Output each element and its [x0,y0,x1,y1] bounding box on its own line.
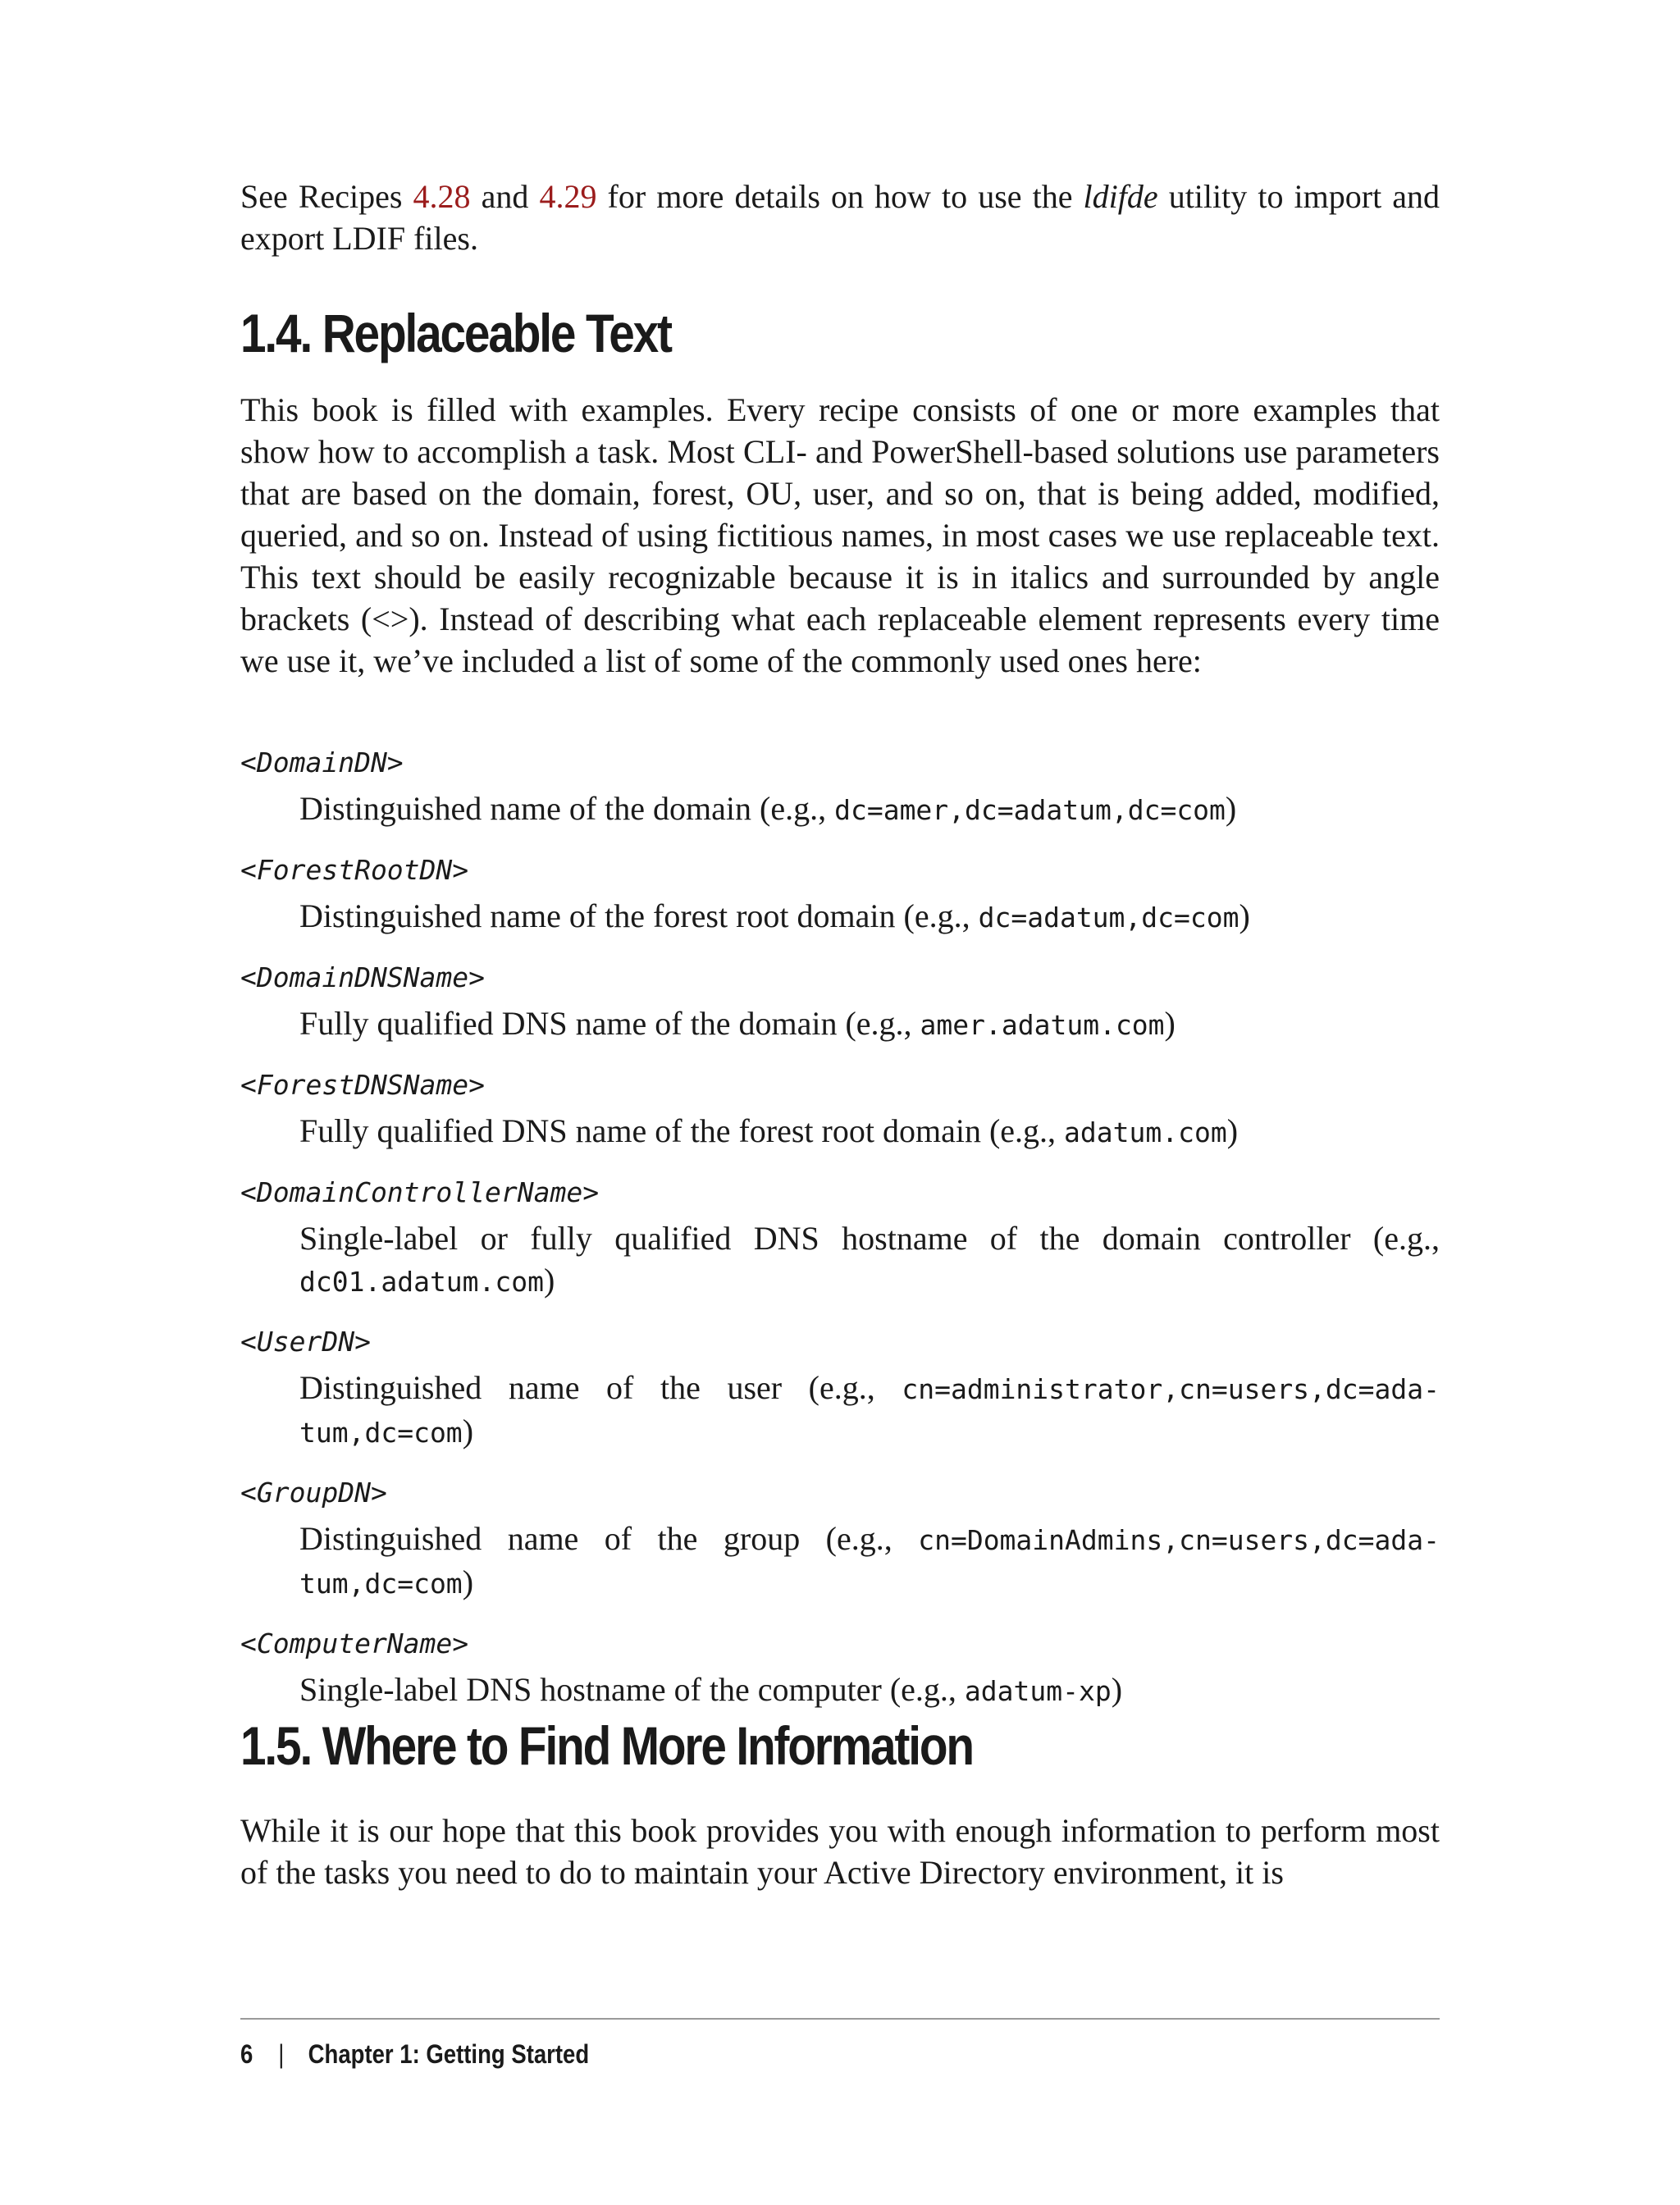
intro-text-prefix: See Recipes [240,178,413,215]
tool-name: ldifde [1083,178,1158,215]
definition-text: Fully qualified DNS name of the domain (e.g., [299,1005,920,1042]
definition-text-end: ) [1111,1671,1123,1708]
definition-text: Single-label or fully qualified DNS hostname of the domain controller (e.g., [299,1220,1440,1257]
section-heading-more-information: 1.5. Where to Find More Information [240,1715,973,1776]
intro-text-suffix: utility to import and export LDIF files. [240,178,1440,257]
definition-text: Distinguished name of the group (e.g., [299,1520,919,1557]
definition-domain-controller-name [299,1217,1440,1303]
definition-text: Fully qualified DNS name of the forest root domain (e.g., [299,1112,1065,1149]
term-group-dn: <GroupDN> [240,1477,387,1509]
definition-text: Single-label DNS hostname of the computer (e.g., [299,1671,965,1708]
code-example: cn=DomainAdmins,cn=users,dc=adatum,dc=com [299,1524,1440,1600]
replaceable-text-list [240,745,1440,1733]
definition-text-end: ) [1225,790,1237,827]
intro-paragraph [240,176,1440,259]
definition-domain-dn [299,788,1440,831]
definition-computer-name [299,1669,1440,1712]
definition-forest-dns-name [299,1110,1440,1153]
book-page [240,0,1440,2205]
intro-text-and: and [470,178,540,215]
code-example: cn=administrator,cn=users,dc=adatum,dc=com [299,1373,1440,1449]
term-forest-root-dn: <ForestRootDN> [240,854,469,886]
definition-text: Distinguished name of the user (e.g., [299,1369,902,1406]
recipe-link-4-29[interactable]: 4.29 [539,178,597,215]
definition-text-end: ) [462,1413,474,1449]
section-body-more-information: While it is our hope that this book provides you with enough information to perform most of the tasks you need to do to maintain your Active Directory environment, it is [240,1812,1440,1891]
term-forest-dns-name: <ForestDNSName> [240,1069,486,1101]
definition-group-dn [299,1518,1440,1605]
section-heading-replaceable-text: 1.4. Replaceable Text [240,303,671,363]
code-example: dc01.adatum.com [299,1266,545,1298]
term-user-dn: <UserDN> [240,1326,371,1358]
definition-user-dn [299,1367,1440,1454]
code-example: adatum.com [1064,1116,1227,1148]
definition-text-end: ) [1239,897,1250,934]
code-example: dc=adatum,dc=com [978,902,1239,934]
term-domain-controller-name: <DomainControllerName> [240,1176,600,1208]
term-domain-dns-name: <DomainDNSName> [240,961,486,993]
term-domain-dn: <DomainDN> [240,746,404,778]
definition-domain-dns-name [299,1002,1440,1046]
definition-text-end: ) [1226,1112,1239,1149]
definition-text-end: ) [462,1564,474,1600]
definition-text: Distinguished name of the domain (e.g., [299,790,835,827]
page-number: 6 [240,2039,253,2069]
code-example: amer.adatum.com [920,1009,1165,1041]
footer-separator: | [278,2039,285,2069]
definition-text-end: ) [1164,1005,1176,1042]
term-computer-name: <ComputerName> [240,1628,469,1659]
intro-text-mid: for more details on how to use the [596,178,1084,215]
definition-text: Distinguished name of the forest root domain (e.g., [299,897,979,934]
code-example: adatum-xp [964,1675,1112,1707]
footer-divider [240,2018,1440,2020]
section-body-replaceable-text: This book is filled with examples. Every recipe consists of one or more examples that show how to accomplish a task. Most CLI- and PowerShell-based solutions use parameters that are based on the domain, forest, OU, user, and so on, that is being added, modified, queried, and so on. Instead of using fictitious names, in most cases we use replaceable text. This text should be easily recognizable because it is in italics and surrounded by angle brackets (<>). Instead of describing what each replaceable element represents every time we use it, we’ve included a list of some of the commonly used ones here: [240,391,1440,679]
definition-text-end: ) [544,1262,555,1299]
definition-forest-root-dn [299,895,1440,938]
page-footer [240,2039,589,2070]
code-example: dc=amer,dc=adatum,dc=com [834,794,1226,826]
recipe-link-4-28[interactable]: 4.28 [413,178,471,215]
chapter-title: Chapter 1: Getting Started [308,2039,590,2069]
